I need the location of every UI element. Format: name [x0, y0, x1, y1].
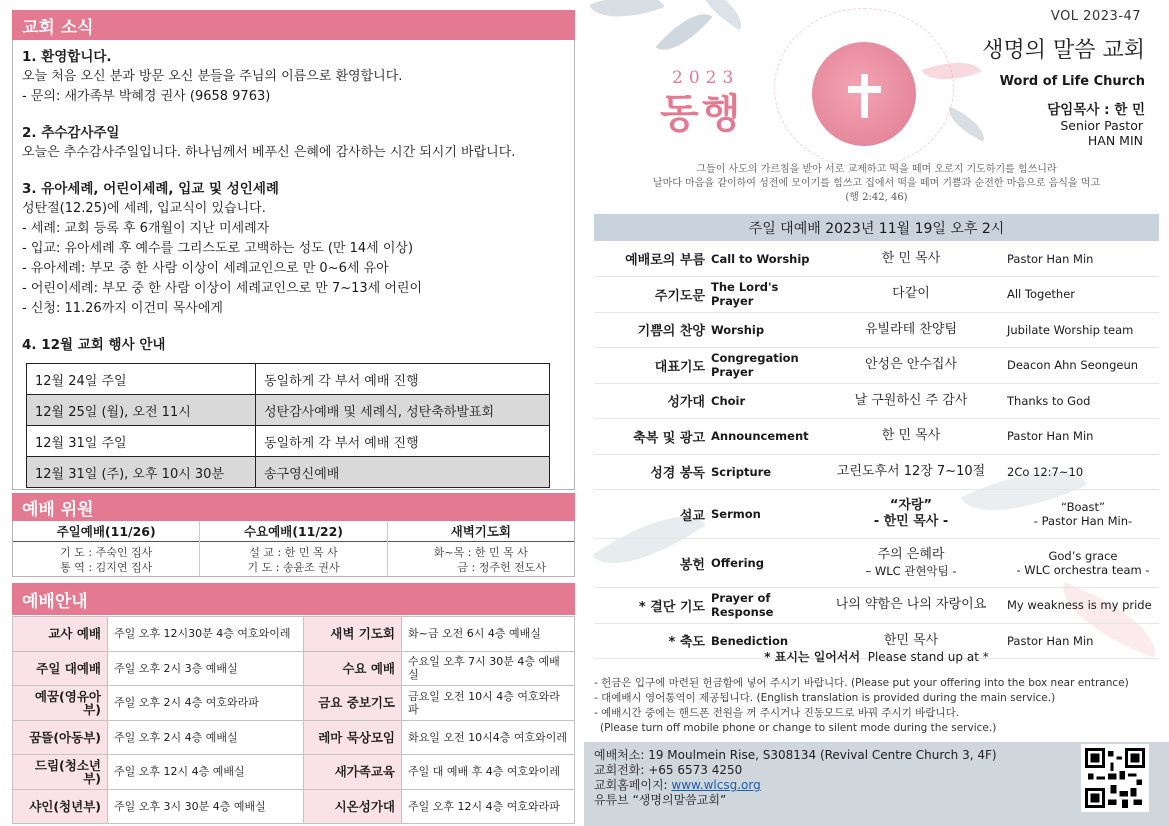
order-header: 주일 대예배 2023년 11월 19일 오후 2시 — [594, 214, 1159, 241]
order-item-en: Choir — [711, 383, 821, 419]
offering-by-en: - WLC orchestra team - — [1016, 563, 1150, 577]
duty-line: 통 역 : 김지연 집사 — [60, 561, 153, 574]
guide-label: 꿈뜰(아동부) — [13, 720, 108, 755]
order-leader: 안성은 안수집사 — [821, 348, 1001, 384]
guide-value: 주일 대 예배 후 4층 여호와이레 — [402, 755, 575, 790]
sermon-title-en: “Boast” — [1060, 500, 1106, 514]
guide-label: 레마 묵상모임 — [304, 720, 402, 755]
guide-label: 교사 예배 — [13, 617, 108, 652]
order-item-en: Congregation Prayer — [711, 348, 821, 384]
bible-verse — [598, 163, 1155, 205]
event-date: 12월 31일 (주), 오후 10시 30분 — [27, 457, 256, 488]
notice-line: - 예배시간 중에는 핸드폰 전원을 꺼 주시거나 진동모드로 바꿔 주시기 바랍니다. — [594, 707, 960, 719]
duty-column-header: 주일예배(11/26) — [13, 521, 199, 542]
senior-pastor-title: Senior Pastor — [1060, 118, 1143, 133]
table-row — [594, 539, 1159, 588]
verse-line: 그들이 사도의 가르침을 받아 서로 교제하고 떡을 떼며 오로지 기도하기를 힘쓰니라 — [696, 164, 1057, 175]
table-row — [594, 419, 1159, 455]
order-item-en: Prayer of Response — [711, 588, 821, 624]
news-item-title: 2. 추수감사주일 — [22, 125, 120, 141]
order-leader: 다같이 — [821, 277, 1001, 313]
order-leader-en: Pastor Han Min — [1001, 241, 1159, 277]
order-leader: 한 민 목사 — [821, 419, 1001, 455]
guide-value: 주일 오후 3시 30분 4층 예배실 — [108, 789, 304, 824]
guide-label: 예꿈(영유아부) — [13, 686, 108, 721]
news-line: 오늘 처음 오신 분과 방문 오신 분들을 주님의 이름으로 환영합니다. — [22, 69, 403, 84]
order-item-ko: 기쁨의 찬양 — [594, 312, 711, 348]
left-page — [0, 0, 584, 826]
order-item-ko: 봉헌 — [594, 539, 711, 588]
order-item-ko: * 축도 — [594, 623, 711, 659]
order-item-en: Worship — [711, 312, 821, 348]
news-line: - 어린이세례: 부모 중 한 사람 이상이 세례교인으로 만 7~13세 어린이 — [22, 281, 423, 296]
event-date: 12월 24일 주일 — [27, 364, 256, 395]
guide-value: 화요일 오전 10시4층 여호와이레 — [402, 720, 575, 755]
table-row — [594, 490, 1159, 539]
order-item-ko: 성경 봉독 — [594, 454, 711, 490]
guide-value: 주일 오후 2시 4층 예배실 — [108, 720, 304, 755]
guide-value: 주일 오후 12시 4층 예배실 — [108, 755, 304, 790]
duty-line: 설 교 : 한 민 목 사 — [249, 546, 338, 559]
order-item-en: Offering — [711, 539, 821, 588]
senior-pastor-name: HAN MIN — [1087, 133, 1143, 148]
news-item-title: 1. 환영합니다. — [22, 49, 112, 65]
stand-note-en: Please stand up at * — [867, 650, 989, 664]
notice-line: - 대예배시 영어통역이 제공됩니다. (English translation is provided during the main service.) — [594, 692, 1056, 704]
order-leader: 한 민 목사 — [821, 241, 1001, 277]
guide-value: 화~금 오전 6시 4층 예배실 — [402, 617, 575, 652]
table-row — [594, 312, 1159, 348]
guide-label: 새가족교육 — [304, 755, 402, 790]
theme-title: 동행 — [660, 91, 744, 137]
table-row — [27, 364, 550, 395]
sermon-preacher: - 한민 목사 - — [873, 514, 949, 529]
order-of-worship — [594, 214, 1159, 659]
news-line: - 세례: 교회 등록 후 6개월이 지난 미세례자 — [22, 221, 270, 236]
duty-column-header: 수요예배(11/22) — [200, 521, 386, 542]
order-item-ko: 축복 및 광고 — [594, 419, 711, 455]
notice-line: - 헌금은 입구에 마련된 헌금함에 넣어 주시기 바랍니다. (Please put your offering into the box near entrance) — [594, 677, 1129, 689]
event-desc: 동일하게 각 부서 예배 진행 — [256, 426, 550, 457]
duty-line: 기 도 : 송윤조 권사 — [247, 561, 340, 574]
order-item-ko: 대표기도 — [594, 348, 711, 384]
offering-by: – WLC 관현악팀 - — [865, 564, 957, 578]
table-row — [13, 720, 575, 755]
news-line: - 문의: 새가족부 박혜경 권사 (9658 9763) — [22, 89, 271, 104]
footer-phone: 교회전화: +65 6573 4250 — [594, 763, 743, 777]
order-leader-en: All Together — [1001, 277, 1159, 313]
order-item-en: Scripture — [711, 454, 821, 490]
events-table — [26, 363, 550, 488]
event-date: 12월 25일 (월), 오전 11시 — [27, 395, 256, 426]
order-item-en: The Lord's Prayer — [711, 277, 821, 313]
table-row — [594, 348, 1159, 384]
table-row — [27, 395, 550, 426]
order-item-ko: 설교 — [594, 490, 711, 539]
news-line: - 신청: 11.26까지 이건미 목사에게 — [22, 301, 223, 316]
notice-line: (Please turn off mobile phone or change to silent mode during the service.) — [600, 722, 997, 734]
table-row — [13, 755, 575, 790]
church-name-english: Word of Life Church — [999, 74, 1145, 89]
event-desc: 성탄감사예배 및 세례식, 성탄축하발표회 — [256, 395, 550, 426]
footer-youtube: 유튜브 “생명의말씀교회” — [594, 793, 727, 807]
order-item-ko: 주기도문 — [594, 277, 711, 313]
guide-value: 주일 오후 12시30분 4층 여호와이레 — [108, 617, 304, 652]
website-link[interactable]: www.wlcsg.org — [671, 778, 761, 792]
footer-address: 예배처소: 19 Moulmein Rise, S308134 (Revival Centre Church 3, 4F) — [594, 748, 997, 762]
duty-column — [200, 521, 387, 576]
order-leader-en: My weakness is my pride — [1001, 588, 1159, 624]
guide-value: 금요일 오전 10시 4층 여호와라파 — [402, 686, 575, 721]
order-leader-en: Pastor Han Min — [1001, 419, 1159, 455]
news-item-title: 3. 유아세례, 어린이세례, 입교 및 성인세례 — [22, 181, 279, 197]
guide-section-header: 예배안내 — [12, 583, 575, 615]
duty-line: 금 : 정주헌 전도사 — [457, 561, 546, 574]
guide-label: 금요 중보기도 — [304, 686, 402, 721]
table-row — [594, 241, 1159, 277]
order-item-en: Call to Worship — [711, 241, 821, 277]
table-row — [13, 789, 575, 824]
order-item-en: Sermon — [711, 490, 821, 539]
table-row — [594, 277, 1159, 313]
order-leader: 유빌라테 찬양팀 — [821, 312, 1001, 348]
duty-column — [388, 521, 574, 576]
news-line: 성탄절(12.25)에 세례, 입교식이 있습니다. — [22, 201, 266, 216]
duty-section — [12, 521, 575, 577]
senior-pastor-korean: 담임목사 : 한 민 — [1047, 102, 1145, 118]
guide-label: 드림(청소년부) — [13, 755, 108, 790]
news-line: 오늘은 추수감사주일입니다. 하나님께서 베푸신 은혜에 감사하는 시간 되시기 바랍니다. — [22, 145, 516, 160]
order-item-ko: 예배로의 부름 — [594, 241, 711, 277]
order-item-en: Announcement — [711, 419, 821, 455]
event-desc: 송구영신예배 — [256, 457, 550, 488]
sermon-title: “자랑” — [889, 498, 933, 513]
order-leader-en: Jubilate Worship team — [1001, 312, 1159, 348]
website-label: 교회홈페이지: — [594, 778, 672, 792]
duty-column — [13, 521, 200, 576]
order-leader: 한민 목사 — [821, 623, 1001, 659]
table-row — [27, 457, 550, 488]
offering-title-en: God’s grace — [1048, 549, 1118, 563]
order-leader: 날 구원하신 주 감사 — [821, 383, 1001, 419]
order-leader-en: 2Co 12:7~10 — [1001, 454, 1159, 490]
right-page — [584, 0, 1169, 826]
duty-column-header: 새벽기도회 — [388, 521, 574, 542]
offering-title: 주의 은혜라 — [877, 547, 945, 562]
notices — [594, 676, 1129, 736]
guide-label: 주일 대예배 — [13, 651, 108, 686]
guide-label: 새벽 기도회 — [304, 617, 402, 652]
service-guide-table — [12, 616, 575, 824]
leaf-decoration — [589, 0, 664, 31]
sermon-preacher-en: - Pastor Han Min- — [1033, 514, 1133, 528]
news-line: - 유아세례: 부모 중 한 사람 이상이 세례교인으로 만 0~6세 유아 — [22, 261, 389, 276]
offering-detail — [821, 539, 1001, 588]
order-item-ko: * 결단 기도 — [594, 588, 711, 624]
table-row — [27, 426, 550, 457]
order-leader-en: Pastor Han Min — [1001, 623, 1159, 659]
church-name-korean: 생명의 말씀 교회 — [982, 38, 1145, 63]
guide-label: 샤인(청년부) — [13, 789, 108, 824]
order-leader: 나의 약함은 나의 자랑이요 — [821, 588, 1001, 624]
offering-detail-en — [1001, 539, 1159, 588]
table-row — [594, 383, 1159, 419]
table-row — [594, 454, 1159, 490]
guide-value: 주일 오후 2시 3층 예배실 — [108, 651, 304, 686]
volume-number: VOL 2023-47 — [1050, 9, 1141, 24]
order-item-en: Benediction — [711, 623, 821, 659]
leaf-decoration — [656, 1, 713, 62]
event-date: 12월 31일 주일 — [27, 426, 256, 457]
table-row — [13, 617, 575, 652]
guide-value: 수요일 오후 7시 30분 4층 예배실 — [402, 651, 575, 686]
stand-note-ko: * 표시는 일어서서 — [764, 650, 861, 664]
event-desc: 동일하게 각 부서 예배 진행 — [256, 364, 550, 395]
guide-label: 수요 예배 — [304, 651, 402, 686]
order-leader-en: Thanks to God — [1001, 383, 1159, 419]
cross-icon — [861, 74, 868, 118]
duty-line: 화~목 : 한 민 목 사 — [433, 546, 528, 559]
cross-icon — [848, 86, 881, 93]
guide-value: 주일 오후 12시 4층 여호와라파 — [402, 789, 575, 824]
sermon-detail-en — [1001, 490, 1159, 539]
duty-line: 기 도 : 주숙인 집사 — [60, 546, 153, 559]
news-section — [12, 40, 575, 490]
sermon-detail — [821, 490, 1001, 539]
news-item-title: 4. 12월 교회 행사 안내 — [22, 337, 166, 353]
guide-value: 주일 오후 2시 4층 여호와라파 — [108, 686, 304, 721]
theme-year: 2023 — [672, 68, 740, 88]
order-leader-en: Deacon Ahn Seongeun — [1001, 348, 1159, 384]
news-line: - 입교: 유아세례 후 예수를 그리스도로 고백하는 성도 (만 14세 이상) — [22, 241, 414, 256]
order-item-ko: 성가대 — [594, 383, 711, 419]
news-section-header: 교회 소식 — [12, 10, 575, 40]
table-row — [13, 651, 575, 686]
duty-section-header: 예배 위원 — [12, 493, 575, 521]
guide-label: 시온성가대 — [304, 789, 402, 824]
qr-code-icon[interactable] — [1081, 744, 1149, 812]
verse-line: 날마다 마음을 같이하여 성전에 모이기를 힘쓰고 집에서 떡을 떼며 기쁨과 순전한 마음으로 음식을 먹고 — [652, 178, 1101, 189]
table-row — [13, 686, 575, 721]
stand-note — [594, 648, 1159, 665]
order-leader: 고린도후서 12장 7~10절 — [821, 454, 1001, 490]
table-row — [594, 588, 1159, 624]
verse-reference: (행 2:42, 46) — [845, 192, 908, 203]
